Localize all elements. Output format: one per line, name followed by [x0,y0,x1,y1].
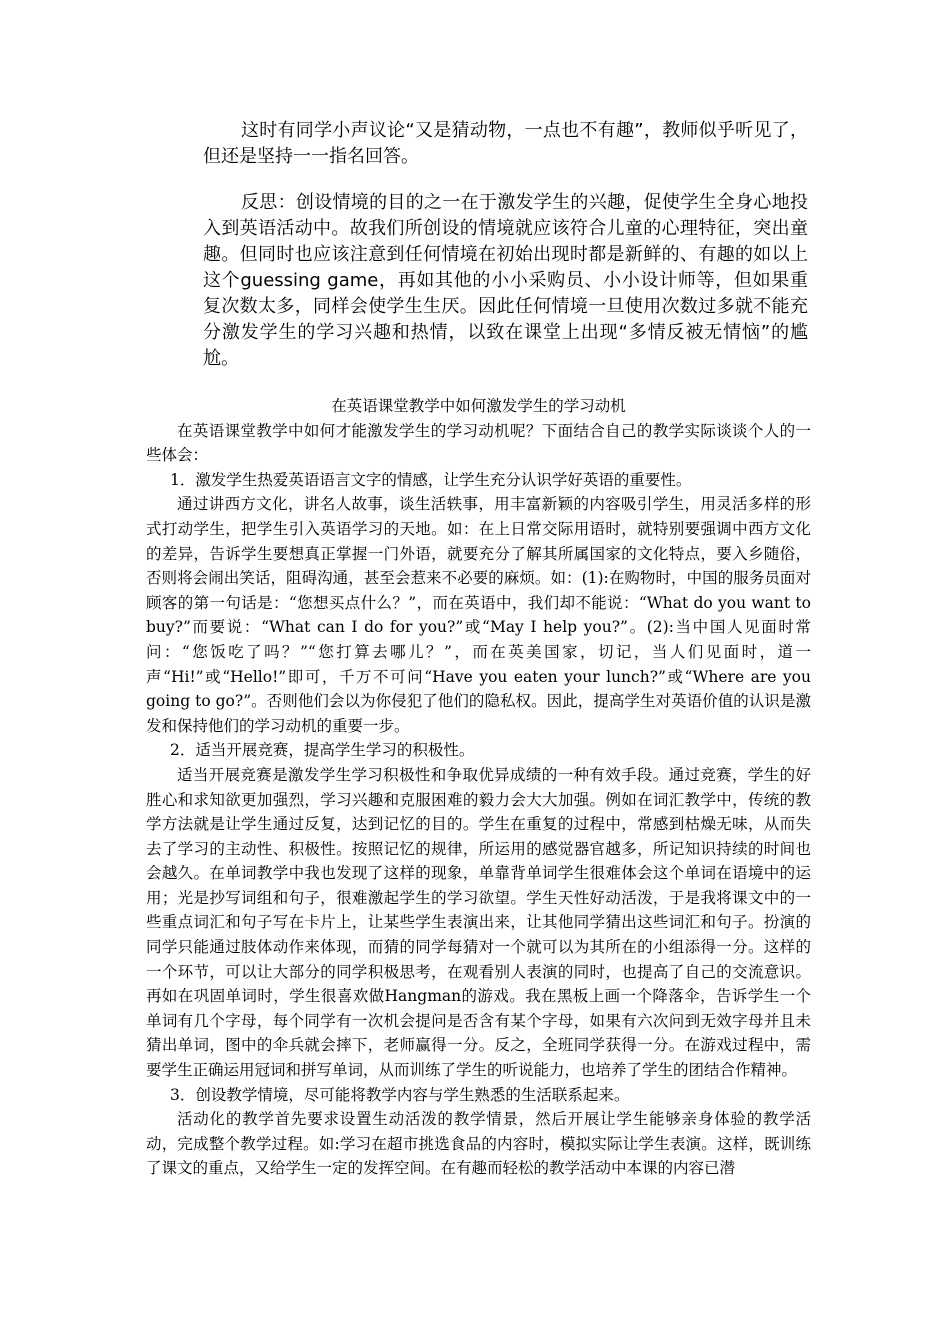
section-body-1: 通过讲西方文化，讲名人故事，谈生活轶事，用丰富新颖的内容吸引学生，用灵活多样的形式打动学生，把学生引入英语学习的天地。如：在上日常交际用语时，就特别要强调中西方文化的差异，告诉学生要想真正掌握一门外语，就要充分了解其所属国家的文化特点，要入乡随俗，否则将会闹出笑话，阻碍沟通，甚至会惹来不必要的麻烦。如：(1):在购物时，中国的服务员面对顾客的第一句话是：“您想买点什么？”，而在英语中，我们却不能说：“What do you want to buy?”而要说：“What can I do for you?”或“May I help you?”。(2):当中国人见面时常问：“您饭吃了吗？”“您打算去哪儿？”，而在英美国家，切记，当人们见面时，道一声“Hi!”或“Hello!”即可，千万不可问“Have you eaten your lunch?”或“Where are you going to go?”。否则他们会以为你侵犯了他们的隐私权。因此，提高学生对英语价值的认识是激发和保持他们的学习动机的重要一步。 [146,495,811,735]
reflection-paragraph: 反思：创设情境的目的之一在于激发学生的兴趣，促使学生全身心地投入到英语活动中。故我们所创设的情境就应该符合儿童的心理特征，突出童趣。但同时也应该注意到任何情境在初始出现时都是新鲜的、有趣的如以上这个guessing game，再如其他的小小采购员、小小设计师等，但如果重复次数太多，同样会使学生生厌。因此任何情境一旦使用次数过多就不能充分激发学生的学习兴趣和热情，以致在课堂上出现“多情反被无情恼”的尴尬。 [203,192,808,369]
section-heading-1: 1．激发学生热爱英语语言文字的情感，让学生充分认识学好英语的重要性。 [170,470,692,489]
article-title: 在英语课堂教学中如何激发学生的学习动机 [331,397,626,415]
article-section [146,394,811,1181]
section-heading-3: 3．创设教学情境，尽可能将教学内容与学生熟悉的生活联系起来。 [170,1085,630,1104]
section-body-3: 活动化的教学首先要求设置生动活泼的教学情景，然后开展让学生能够亲身体验的教学活动，完成整个教学过程。如:学习在超市挑选食品的内容时，模拟实际让学生表演。这样，既训练了课文的重点，又给学生一定的发挥空间。在有趣而轻松的教学活动中本课的内容已潜 [146,1110,811,1178]
section-heading-2: 2．适当开展竞赛，提高学生学习的积极性。 [170,741,475,760]
classroom-anecdote-paragraph: 这时有同学小声议论“又是猜动物，一点也不有趣”，教师似乎听见了，但还是坚持一一指名回答。 [203,120,808,167]
section-body-2: 适当开展竞赛是激发学生学习积极性和争取优异成绩的一种有效手段。通过竞赛，学生的好胜心和求知欲更加强烈，学习兴趣和克服困难的毅力会大大加强。例如在词汇教学中，传统的教学方法就是让学生通过反复，达到记忆的目的。学生在重复的过程中，常感到枯燥无味，从而失去了学习的主动性、积极性。按照记忆的规律，所运用的感觉器官越多，所记知识持续的时间也会越久。在单词教学中我也发现了这样的现象，单靠背单词学生很难体会这个单词在语境中的运用；光是抄写词组和句子，很难激起学生的学习欲望。学生天性好动活泼，于是我将课文中的一些重点词汇和句子写在卡片上，让某些学生表演出来，让其他同学猜出这些词汇和句子。扮演的同学只能通过肢体动作来体现，而猜的同学每猜对一个就可以为其所在的小组添得一分。这样的一个环节，可以让大部分的同学积极思考，在观看别人表演的同时，也提高了自己的交流意识。再如在巩固单词时，学生很喜欢做Hangman的游戏。我在黑板上画一个降落伞，告诉学生一个单词有几个字母，每个同学有一次机会提问是否含有某个字母，如果有六次问到无效字母并且未猜出单词，图中的伞兵就会摔下，老师赢得一分。反之，全班同学获得一分。在游戏过程中，需要学生正确运用冠词和拼写单词，从而训练了学生的听说能力，也培养了学生的团结合作精神。 [146,765,811,1080]
intro-paragraph: 在英语课堂教学中如何才能激发学生的学习动机呢？下面结合自己的教学实际谈谈个人的一些体会： [146,421,811,465]
reflection-section [203,118,808,372]
